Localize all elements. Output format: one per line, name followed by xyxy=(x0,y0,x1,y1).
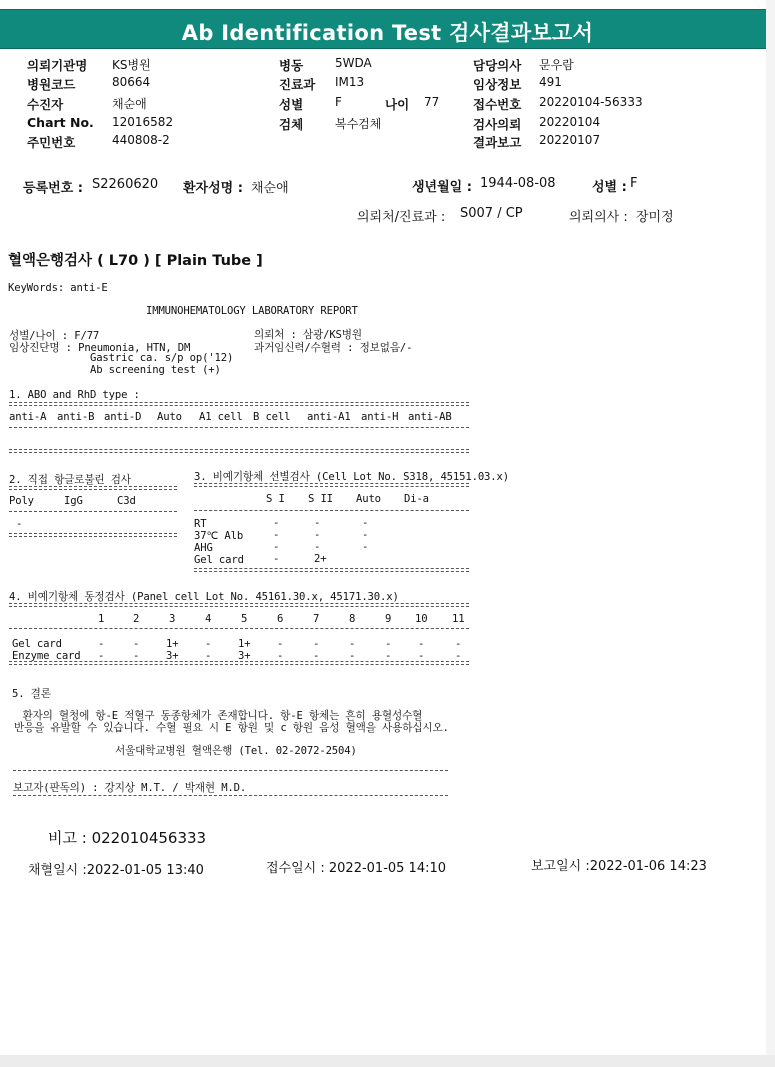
divider xyxy=(9,427,469,428)
referral: 의뢰처 : 삼광/KS병원 xyxy=(254,329,362,341)
dat-value: - xyxy=(16,518,23,530)
report-title-bar xyxy=(0,9,775,49)
divider xyxy=(9,603,469,607)
dept-value: S007 / CP xyxy=(460,206,523,221)
header-value: IM13 xyxy=(335,75,365,89)
divider xyxy=(194,510,469,511)
screen-cell: - xyxy=(362,517,369,529)
abo-header: B cell xyxy=(253,411,291,423)
header-label: Chart No. xyxy=(27,115,94,130)
abo-header: anti-A1 xyxy=(307,411,351,423)
screen-phase: RT xyxy=(194,518,207,530)
divider xyxy=(9,449,469,453)
header-value: F xyxy=(335,95,342,109)
test-title: 혈액은행검사 ( L70 ) [ Plain Tube ] xyxy=(8,253,263,269)
dept-label: 의뢰처/진료과 : xyxy=(357,210,446,225)
header-value: 77 xyxy=(424,95,440,109)
panel-column-header: 7 xyxy=(313,613,320,625)
header-label: 검체 xyxy=(279,117,304,132)
screen-cell: - xyxy=(314,517,321,529)
divider xyxy=(194,483,469,487)
keywords: KeyWords: anti-E xyxy=(8,282,108,294)
name-label: 환자성명 : xyxy=(183,181,243,196)
abo-header: anti-B xyxy=(57,411,95,423)
reporter: 보고자(판독의) : 강지상 M.T. / 박재현 M.D. xyxy=(13,782,247,794)
abo-header: Auto xyxy=(157,411,182,423)
lab-title: IMMUNOHEMATOLOGY LABORATORY REPORT xyxy=(146,305,358,317)
header-value: KS병원 xyxy=(112,58,151,72)
panel-cell: - xyxy=(98,650,105,662)
divider xyxy=(13,770,448,771)
doctor-value: 장미정 xyxy=(636,210,674,225)
dat-header: IgG xyxy=(64,495,83,507)
panel-column-header: 3 xyxy=(169,613,176,625)
panel-cell: - xyxy=(205,650,212,662)
reg-value: S2260620 xyxy=(92,177,159,192)
collected-time: 채혈일시 :2022-01-05 13:40 xyxy=(28,863,204,878)
screen-cell: - xyxy=(314,529,321,541)
header-value: 20220104 xyxy=(539,115,601,129)
header-label: 결과보고 xyxy=(473,135,522,150)
header-value: 20220104-56333 xyxy=(539,95,643,109)
sex-value: F xyxy=(630,176,638,191)
header-label: 주민번호 xyxy=(27,135,76,150)
abo-header: anti-H xyxy=(361,411,399,423)
header-value: 12016582 xyxy=(112,115,174,129)
divider xyxy=(13,795,448,796)
abo-header: anti-A xyxy=(9,411,47,423)
header-label: 나이 xyxy=(385,97,410,112)
screen-cell: - xyxy=(273,517,280,529)
screen-cell: 2+ xyxy=(314,553,327,565)
header-value: 복수검체 xyxy=(335,117,382,131)
header-value: 20220107 xyxy=(539,133,601,147)
panel-column-header: 4 xyxy=(205,613,212,625)
screen-cell: - xyxy=(273,541,280,553)
panel-cell: - xyxy=(455,638,462,650)
panel-cell: - xyxy=(418,638,425,650)
header-label: 담당의사 xyxy=(473,58,522,73)
page-bottom-strip xyxy=(0,1055,775,1067)
header-value: 440808-2 xyxy=(112,133,170,147)
sex-label: 성별 : xyxy=(592,180,627,195)
reported-time: 보고일시 :2022-01-06 14:23 xyxy=(531,859,707,874)
section5-title: 5. 결론 xyxy=(12,688,51,700)
screen-header: S II xyxy=(308,493,333,505)
header-label: 진료과 xyxy=(279,77,316,92)
dat-header: Poly xyxy=(9,495,34,507)
divider xyxy=(9,661,469,665)
divider xyxy=(9,486,177,490)
hospital-info: 서울대학교병원 혈액은행 (Tel. 02-2072-2504) xyxy=(115,745,357,757)
panel-cell: - xyxy=(133,650,140,662)
panel-cell: - xyxy=(277,650,284,662)
panel-cell: - xyxy=(133,638,140,650)
header-value: 5WDA xyxy=(335,56,372,70)
panel-cell: - xyxy=(313,638,320,650)
divider xyxy=(9,628,469,629)
dob-label: 생년월일 : xyxy=(412,180,472,195)
panel-cell: - xyxy=(455,650,462,662)
header-value: 80664 xyxy=(112,75,151,89)
screen-header: S I xyxy=(266,493,285,505)
abo-header: A1 cell xyxy=(199,411,243,423)
header-label: 접수번호 xyxy=(473,97,522,112)
conclusion-text: 반응을 유발할 수 있습니다. 수혈 필요 시 E 항원 및 c 항원 음성 혈액을 사용하십시오. xyxy=(14,722,449,734)
section3-title: 3. 비예기항체 선별검사 (Cell Lot No. S318, 45151.03.x) xyxy=(194,471,509,483)
header-label: 성별 xyxy=(279,97,304,112)
divider xyxy=(9,402,469,406)
header-label: 임상정보 xyxy=(473,77,522,92)
page-edge xyxy=(766,0,775,1067)
abo-header: anti-AB xyxy=(408,411,452,423)
screen-cell: - xyxy=(362,529,369,541)
panel-cell: - xyxy=(98,638,105,650)
section2-title: 2. 직접 항글로불린 검사 xyxy=(9,474,131,486)
screen-phase: Gel card xyxy=(194,554,244,566)
panel-cell: 1+ xyxy=(238,638,251,650)
panel-cell: - xyxy=(313,650,320,662)
panel-column-header: 2 xyxy=(133,613,140,625)
divider xyxy=(194,568,469,572)
name-value: 채순애 xyxy=(251,181,289,196)
remark: 비고 : 022010456333 xyxy=(48,829,207,847)
header-label: 병원코드 xyxy=(27,77,76,92)
header-label: 검사의뢰 xyxy=(473,117,522,132)
history: 과거임신력/수혈력 : 정보없음/- xyxy=(254,342,413,354)
panel-column-header: 6 xyxy=(277,613,284,625)
diagnosis-line: 임상진단명 : Pneumonia, HTN, DM xyxy=(9,342,191,354)
divider xyxy=(9,511,177,512)
header-value: 채순애 xyxy=(112,97,147,111)
panel-column-header: 8 xyxy=(349,613,356,625)
section1-title: 1. ABO and RhD type : xyxy=(9,389,140,401)
panel-cell: 1+ xyxy=(166,638,179,650)
header-label: 병동 xyxy=(279,58,304,73)
header-label: 수진자 xyxy=(27,97,64,112)
received-time: 접수일시 : 2022-01-05 14:10 xyxy=(266,861,447,876)
diagnosis-line: Gastric ca. s/p op('12) xyxy=(9,352,234,364)
panel-cell: - xyxy=(385,638,392,650)
panel-cell: - xyxy=(277,638,284,650)
abo-header: anti-D xyxy=(104,411,142,423)
panel-column-header: 1 xyxy=(98,613,105,625)
screen-cell: - xyxy=(314,541,321,553)
header-label: 의뢰기관명 xyxy=(27,58,88,73)
screen-header: Di-a xyxy=(404,493,429,505)
panel-cell: - xyxy=(205,638,212,650)
panel-row-label: Gel card xyxy=(12,638,62,650)
screen-cell: - xyxy=(362,541,369,553)
header-value: 491 xyxy=(539,75,562,89)
panel-column-header: 5 xyxy=(241,613,248,625)
panel-cell: - xyxy=(349,638,356,650)
dob-value: 1944-08-08 xyxy=(480,176,556,191)
header-value: 문우람 xyxy=(539,58,574,72)
dat-header: C3d xyxy=(117,495,136,507)
screen-phase: 37℃ Alb xyxy=(194,530,244,542)
screen-cell: - xyxy=(273,529,280,541)
sex-age: 성별/나이 : F/77 xyxy=(9,330,100,342)
panel-column-header: 11 xyxy=(452,613,465,625)
diagnosis-line: Ab screening test (+) xyxy=(9,364,221,376)
panel-column-header: 10 xyxy=(415,613,428,625)
panel-column-header: 9 xyxy=(385,613,392,625)
reg-label: 등록번호 : xyxy=(23,181,83,196)
panel-cell: 3+ xyxy=(166,650,179,662)
screen-header: Auto xyxy=(356,493,381,505)
doctor-label: 의뢰의사 : xyxy=(569,210,628,225)
panel-cell: - xyxy=(349,650,356,662)
divider xyxy=(9,533,177,537)
panel-row-label: Enzyme card xyxy=(12,650,81,662)
screen-phase: AHG xyxy=(194,542,213,554)
panel-cell: - xyxy=(385,650,392,662)
panel-cell: 3+ xyxy=(238,650,251,662)
section4-title: 4. 비예기항체 동정검사 (Panel cell Lot No. 45161.30.x, 45171.30.x) xyxy=(9,591,399,603)
panel-cell: - xyxy=(418,650,425,662)
screen-cell: - xyxy=(273,553,280,565)
conclusion-text: 환자의 혈청에 항-E 적혈구 동종항체가 존재합니다. 항-E 항체는 흔히 용혈성수혈 xyxy=(10,710,423,722)
report-title: Ab Identification Test 검사결과보고서 xyxy=(181,21,594,45)
